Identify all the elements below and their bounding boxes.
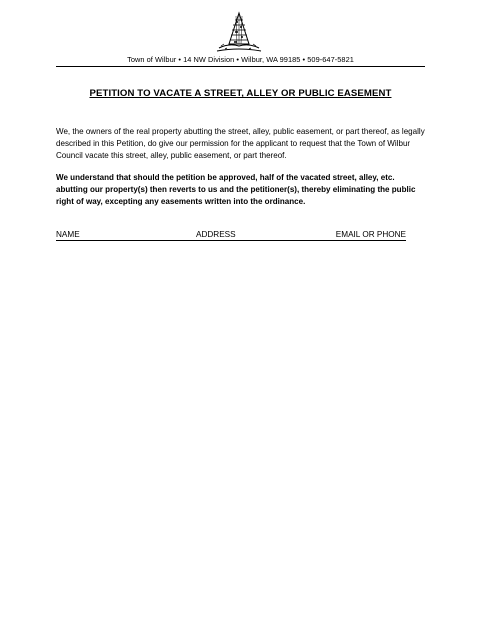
permission-paragraph: We, the owners of the real property abutting the street, alley, public easement, or part thereof, as legally described in this Petition, do give our permission for the applicant to request that the Town of Wilbur Council vacate this street, alley, public easement, or part thereof. (56, 127, 425, 161)
town-emblem-icon (215, 10, 263, 54)
column-address: ADDRESS (196, 230, 236, 239)
town-address-line: Town of Wilbur • 14 NW Division • Wilbur, WA 99185 • 509-647-5821 (127, 55, 354, 64)
column-name: NAME (56, 230, 80, 239)
column-email-or-phone: EMAIL OR PHONE (335, 230, 406, 239)
signature-table-header (56, 230, 406, 241)
document-title: PETITION TO VACATE A STREET, ALLEY OR PUBLIC EASEMENT (89, 88, 392, 99)
header-divider (56, 66, 425, 67)
understanding-paragraph: We understand that should the petition be approved, half of the vacated street, alley, etc. abutting our property(s) then reverts to us and the petitioner(s), thereby eliminating the public right of way, excepting any easements written into the ordinance. (56, 173, 416, 207)
